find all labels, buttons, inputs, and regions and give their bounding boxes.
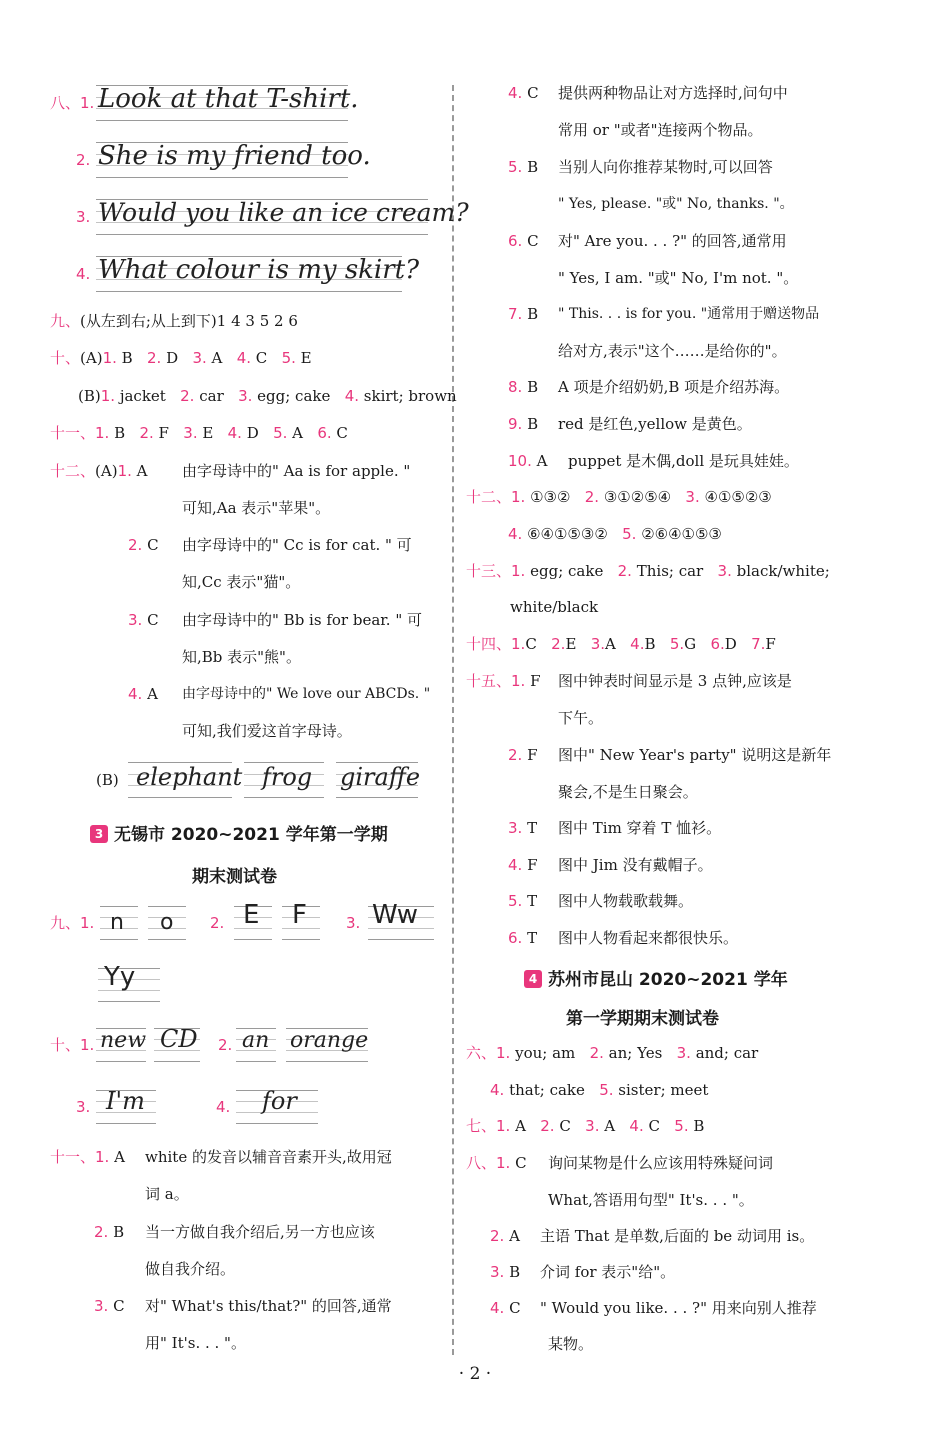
answer-item: 4. C <box>508 84 539 102</box>
section-6: 六、1. you; am 2. an; Yes 3. and; car <box>466 1044 759 1062</box>
item-number: 2. <box>218 1036 233 1054</box>
section-7: 七、1. A 2. C 3. A 4. C 5. B <box>466 1117 705 1135</box>
explanation: 由字母诗中的" Aa is for apple. " <box>182 462 411 480</box>
explanation: " Yes, please. "或" No, thanks. "。 <box>558 196 794 212</box>
answer-item: 10. A <box>508 452 548 470</box>
answer-item: 4. F <box>508 856 538 874</box>
item-number: 3. <box>76 1098 91 1116</box>
section-label-9b: 九、1. <box>50 914 95 932</box>
section-11b-header: 十一、1. A <box>50 1148 125 1166</box>
column-divider <box>452 85 454 1355</box>
explanation: 知,Cc 表示"猫"。 <box>182 573 301 591</box>
handwriting-word: orange <box>290 1028 369 1053</box>
answer-item: 3. B <box>490 1263 521 1281</box>
handwriting-answer: Look at that T-shirt. <box>98 84 359 114</box>
section-title-4: 4 苏州市昆山 2020~2021 学年 <box>524 965 788 990</box>
item-number: 4. <box>76 265 91 283</box>
section-10-a: 十、(A)1. B 2. D 3. A 4. C 5. E <box>50 349 312 367</box>
explanation: 可知,Aa 表示"苹果"。 <box>182 499 331 517</box>
explanation: 由字母诗中的" Cc is for cat. " 可 <box>182 536 412 554</box>
explanation: " This. . . is for you. "通常用于赠送物品 <box>558 306 820 322</box>
explanation: 词 a。 <box>145 1185 189 1203</box>
explanation: 图中人物看起来都很快乐。 <box>558 929 739 947</box>
item-number: 3. <box>76 208 91 226</box>
handwriting-word: giraffe <box>340 763 421 791</box>
section-subtitle-3: 期末测试卷 <box>192 867 277 887</box>
answer-item: 5. T <box>508 892 538 910</box>
explanation: red 是红色,yellow 是黄色。 <box>558 415 752 433</box>
item-number: 4. <box>216 1098 231 1116</box>
answer-item: 2. C <box>128 536 159 554</box>
answer-item: 2. F <box>508 746 538 764</box>
section-12-right: 十二、1. ①③② 2. ③①②⑤④ 3. ④①⑤②③ <box>466 488 772 506</box>
section-subtitle-4: 第一学期期末测试卷 <box>566 1009 719 1029</box>
part-b-label: (B) <box>96 771 119 789</box>
explanation: 介词 for 表示"给"。 <box>540 1263 676 1281</box>
explanation: 图中 Tim 穿着 T 恤衫。 <box>558 819 722 837</box>
answer-item: 3. T <box>508 819 538 837</box>
section-14: 十四、1.C 2.E 3.A 4.B 5.G 6.D 7.F <box>466 635 776 653</box>
section-11: 十一、1. B 2. F 3. E 4. D 5. A 6. C <box>50 424 348 442</box>
item-number: 2. <box>210 914 225 932</box>
explanation: 图中 Jim 没有戴帽子。 <box>558 856 713 874</box>
answer-item: 2. B <box>94 1223 125 1241</box>
section-13: 十三、1. egg; cake 2. This; car 3. black/white; <box>466 562 830 580</box>
section-8-right-header: 八、1. C <box>466 1154 527 1172</box>
explanation: 下午。 <box>558 709 604 727</box>
answer-item: 9. B <box>508 415 539 433</box>
answer-item: 5. B <box>508 158 539 176</box>
handwriting-word: I'm <box>106 1087 145 1115</box>
answer-item: 6. T <box>508 929 538 947</box>
letter: E <box>243 900 260 930</box>
explanation: 聚会,不是生日聚会。 <box>558 783 698 801</box>
explanation: 由字母诗中的" Bb is for bear. " 可 <box>182 611 422 629</box>
section-badge: 3 <box>90 825 108 843</box>
explanation: 询问某物是什么应该用特殊疑问词 <box>548 1154 774 1172</box>
handwriting-word: frog <box>262 763 313 791</box>
section-6-row2: 4. that; cake 5. sister; meet <box>490 1081 709 1099</box>
section-9: 九、(从左到右;从上到下)1 4 3 5 2 6 <box>50 312 298 330</box>
section-13-cont: white/black <box>510 598 599 616</box>
explanation: 对" Are you. . . ?" 的回答,通常用 <box>558 232 787 250</box>
answer-item: 6. C <box>508 232 539 250</box>
handwriting-word: CD <box>160 1025 198 1053</box>
explanation: 常用 or "或者"连接两个物品。 <box>558 121 763 139</box>
explanation: 对" What's this/that?" 的回答,通常 <box>145 1297 392 1315</box>
explanation: 图中钟表时间显示是 3 点钟,应该是 <box>558 672 792 690</box>
item-number: 2. <box>76 151 91 169</box>
explanation: 当别人向你推荐某物时,可以回答 <box>558 158 773 176</box>
handwriting-answer: She is my friend too. <box>98 141 371 171</box>
explanation: What,答语用句型" It's. . . "。 <box>548 1191 754 1209</box>
section-15-header: 十五、1. F <box>466 672 541 690</box>
answer-item: 7. B <box>508 305 539 323</box>
page-number: · 2 · <box>458 1364 492 1384</box>
answer-item: 8. B <box>508 378 539 396</box>
explanation: 当一方做自我介绍后,另一方也应该 <box>145 1223 375 1241</box>
handwriting-answer: What colour is my skirt? <box>98 255 420 285</box>
section-12-header: 十二、(A)1. A <box>50 462 148 480</box>
explanation: 由字母诗中的" We love our ABCDs. " <box>182 686 431 702</box>
handwriting-word: new <box>100 1028 147 1053</box>
letter: Ww <box>372 900 417 930</box>
section-title-3: 3 无锡市 2020~2021 学年第一学期 <box>90 820 388 845</box>
explanation: " Would you like. . . ?" 用来向别人推荐 <box>540 1299 817 1317</box>
explanation: 可知,我们爱这首字母诗。 <box>182 722 352 740</box>
letter: n <box>110 910 124 935</box>
explanation: 给对方,表示"这个……是给你的"。 <box>558 342 787 360</box>
answer-item: 2. A <box>490 1227 520 1245</box>
answer-item: 3. C <box>94 1297 125 1315</box>
letter: Yy <box>104 962 136 992</box>
handwriting-word: elephant <box>136 763 243 791</box>
explanation: 知,Bb 表示"熊"。 <box>182 648 301 666</box>
explanation: 用" It's. . . "。 <box>145 1334 246 1352</box>
section-label-8: 八、1. <box>50 94 95 112</box>
explanation: 图中" New Year's party" 说明这是新年 <box>558 746 832 764</box>
explanation: A 项是介绍奶奶,B 项是介绍苏海。 <box>558 378 790 396</box>
explanation: 做自我介绍。 <box>145 1260 236 1278</box>
answer-item: 4. A <box>128 685 158 703</box>
explanation: 某物。 <box>548 1335 594 1353</box>
explanation: 提供两种物品让对方选择时,问句中 <box>558 84 788 102</box>
section-label-10b: 十、1. <box>50 1036 95 1054</box>
letter: F <box>292 900 307 930</box>
section-10-b: (B)1. jacket 2. car 3. egg; cake 4. skirt; brown <box>78 387 457 405</box>
explanation: " Yes, I am. "或" No, I'm not. "。 <box>558 269 799 287</box>
explanation: 图中人物载歌载舞。 <box>558 892 694 910</box>
explanation: 主语 That 是单数,后面的 be 动词用 is。 <box>540 1227 815 1245</box>
answer-item: 3. C <box>128 611 159 629</box>
handwriting-word: an <box>242 1028 270 1053</box>
answer-item: 4. C <box>490 1299 521 1317</box>
letter: o <box>160 910 174 935</box>
handwriting-answer: Would you like an ice cream? <box>98 198 469 227</box>
explanation: white 的发音以辅音音素开头,故用冠 <box>145 1148 392 1166</box>
handwriting-word: for <box>262 1087 297 1115</box>
section-badge: 4 <box>524 970 542 988</box>
item-number: 3. <box>346 914 361 932</box>
section-12-right-row2: 4. ⑥④①⑤③② 5. ②⑥④①⑤③ <box>508 525 722 543</box>
explanation: puppet 是木偶,doll 是玩具娃娃。 <box>568 452 799 470</box>
